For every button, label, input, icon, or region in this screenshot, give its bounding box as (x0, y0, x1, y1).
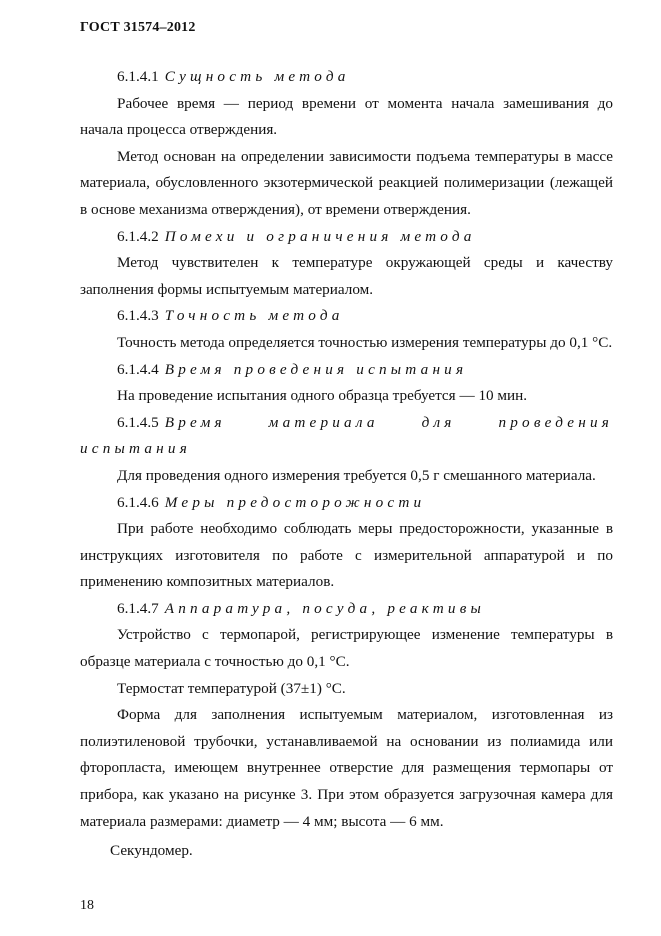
section-heading-6-1-4-6 (80, 490, 613, 517)
section-heading-6-1-4-2 (80, 224, 613, 251)
section-title: Аппаратура, посуда, реактивы (164, 599, 485, 617)
paragraph: При работе необходимо соблюдать меры предосторожности, указанные в инструкциях изготовителя по работе с измерительной аппаратурой и по применению композитных материалов. (80, 520, 613, 591)
paragraph: Термостат температурой (37±1) °С. (117, 679, 346, 697)
section-number: 6.1.4.5 (117, 413, 159, 431)
section-number: 6.1.4.2 (117, 227, 159, 245)
section-heading-6-1-4-1 (80, 64, 613, 91)
section-title: Помехи и ограничения метода (164, 227, 476, 245)
section-number: 6.1.4.7 (117, 599, 159, 617)
section-title: Время проведения испытания (164, 360, 468, 378)
section-heading-6-1-4-3 (80, 303, 613, 330)
paragraph: Секундомер. (110, 842, 193, 860)
paragraph: Точность метода определяется точностью измерения температуры до 0,1 °С. (117, 333, 613, 351)
paragraph: Форма для заполнения испытуемым материалом, изготовленная из полиэтиленовой трубочки, устанавливаемой на основании из полиамида или фторопласта, имеющем внутреннее отверстие для размещения термопары от прибора, как указано на рисунке 3. При этом образуется загрузочная камера для материала размерами: диаметр — 4 мм; высота — 6 мм. (80, 706, 613, 830)
document-header: ГОСТ 31574–2012 (80, 20, 196, 35)
section-number: 6.1.4.4 (117, 360, 159, 378)
section-title: Время материала для проведения испытания (80, 413, 613, 458)
paragraph: Для проведения одного измерения требуется 0,5 г смешанного материала. (117, 466, 596, 484)
section-number: 6.1.4.3 (117, 307, 159, 325)
section-heading-6-1-4-7 (80, 596, 613, 623)
section-number: 6.1.4.6 (117, 493, 159, 511)
paragraph: На проведение испытания одного образца требуется — 10 мин. (117, 387, 528, 405)
paragraph: Устройство с термопарой, регистрирующее изменение температуры в образце материала с точностью до 0,1 °С. (80, 626, 613, 671)
document-body (80, 64, 613, 865)
section-title: Сущность метода (164, 68, 350, 85)
page-number: 18 (80, 898, 94, 913)
section-number: 6.1.4.1 (117, 68, 159, 85)
section-heading-6-1-4-5 (80, 410, 613, 463)
section-heading-6-1-4-4 (80, 357, 613, 384)
section-title: Меры предосторожности (164, 493, 426, 511)
paragraph: Рабочее время — период времени от момента начала замешивания до начала процесса отверждения. (80, 94, 613, 139)
section-title: Точность метода (164, 307, 344, 325)
paragraph: Метод основан на определении зависимости подъема температуры в массе материала, обусловленного экзотермической реакцией полимеризации (лежащей в основе механизма отверждения), от времени отверждения. (80, 147, 613, 218)
paragraph: Метод чувствителен к температуре окружающей среды и качеству заполнения формы испытуемым материалом. (80, 254, 613, 298)
